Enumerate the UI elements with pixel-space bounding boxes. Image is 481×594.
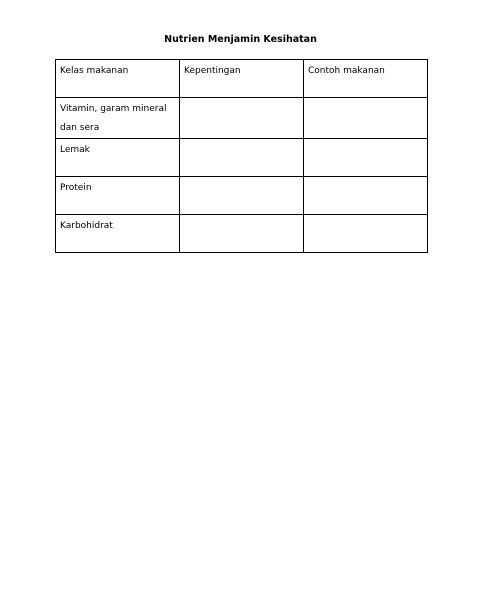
table-header-row bbox=[56, 60, 428, 98]
table-row bbox=[56, 98, 428, 139]
table-cell-kelas: Karbohidrat bbox=[56, 215, 180, 253]
header-cell-contoh-makanan: Contoh makanan bbox=[304, 60, 428, 98]
table-cell-kepentingan bbox=[180, 215, 304, 253]
table-cell-contoh bbox=[304, 139, 428, 177]
table-row bbox=[56, 139, 428, 177]
table-cell-contoh bbox=[304, 98, 428, 139]
table-cell-kelas: Lemak bbox=[56, 139, 180, 177]
table-row bbox=[56, 177, 428, 215]
table-cell-contoh bbox=[304, 215, 428, 253]
header-cell-kelas-makanan: Kelas makanan bbox=[56, 60, 180, 98]
page-title: Nutrien Menjamin Kesihatan bbox=[164, 34, 317, 45]
header-cell-kepentingan: Kepentingan bbox=[180, 60, 304, 98]
table-cell-contoh bbox=[304, 177, 428, 215]
table-cell-kepentingan bbox=[180, 177, 304, 215]
table-cell-kelas: Vitamin, garam mineral dan sera bbox=[56, 98, 180, 139]
table-cell-kepentingan bbox=[180, 139, 304, 177]
nutrient-table bbox=[55, 59, 428, 253]
table-cell-kelas: Protein bbox=[56, 177, 180, 215]
table-cell-kepentingan bbox=[180, 98, 304, 139]
table-row bbox=[56, 215, 428, 253]
